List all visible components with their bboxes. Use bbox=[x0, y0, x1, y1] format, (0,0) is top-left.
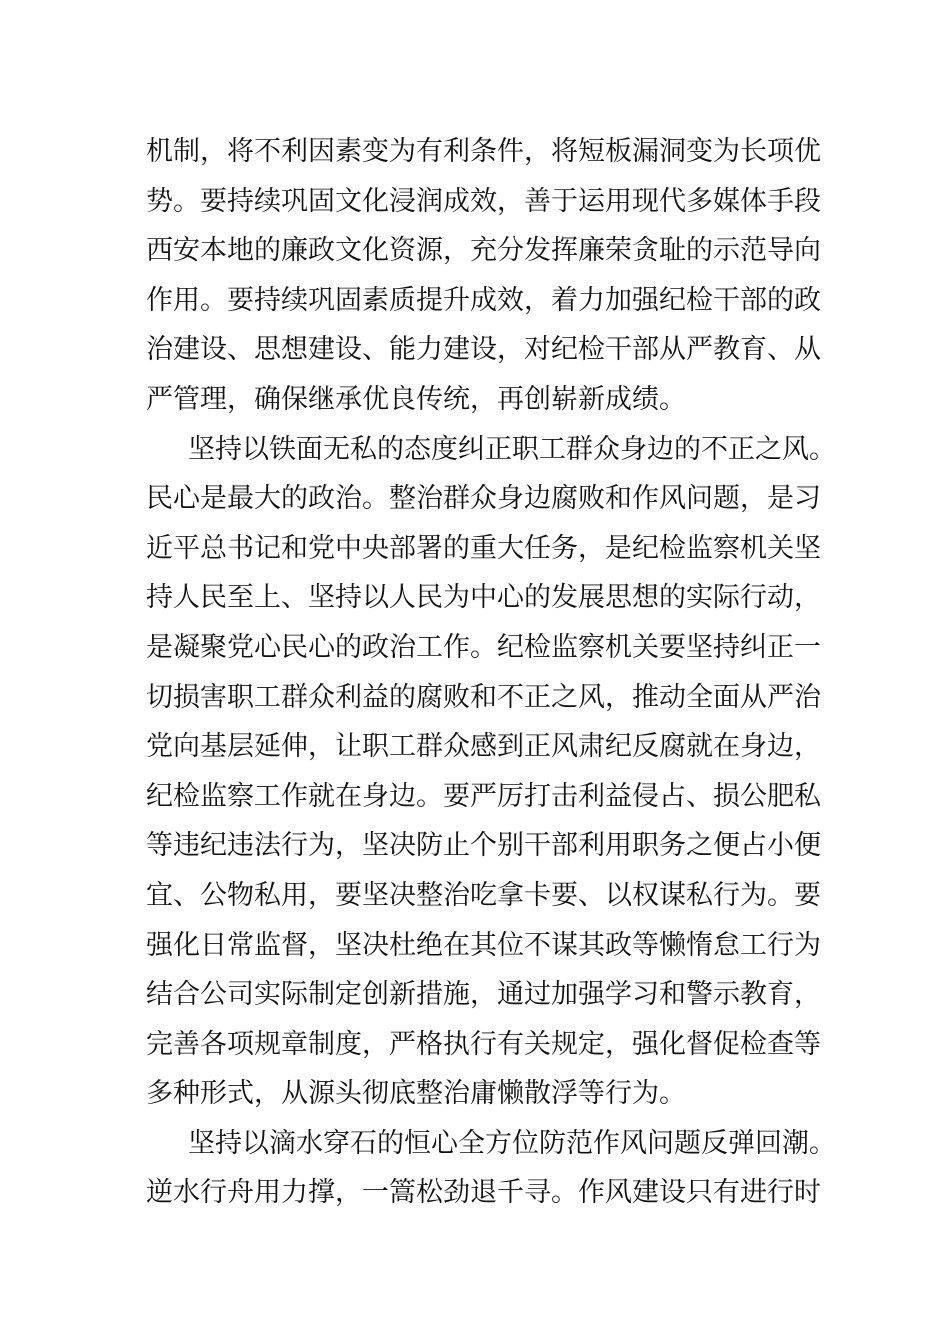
text-line: 是凝聚党心民心的政治工作。纪检监察机关要坚持纠正一 bbox=[146, 631, 821, 663]
text-line: 逆水行舟用力撑，一篙松劲退千寻。作风建设只有进行时 bbox=[146, 1177, 821, 1209]
text-line: 民心是最大的政治。整治群众身边腐败和作风问题，是习 bbox=[146, 483, 821, 515]
paragraph-heading-line: 坚持以铁面无私的态度纠正职工群众身边的不正之风。 bbox=[188, 433, 836, 465]
text-line: 作用。要持续巩固素质提升成效，着力加强纪检干部的政 bbox=[146, 284, 821, 316]
text-line: 党向基层延伸，让职工群众感到正风肃纪反腐就在身边， bbox=[146, 731, 821, 763]
text-line: 等违纪违法行为，坚决防止个别干部利用职务之便占小便 bbox=[146, 830, 821, 862]
text-line: 完善各项规章制度，严格执行有关规定，强化督促检查等 bbox=[146, 1028, 821, 1060]
text-line: 持人民至上、坚持以人民为中心的发展思想的实际行动， bbox=[146, 582, 821, 614]
text-line: 宜、公物私用，要坚决整治吃拿卡要、以权谋私行为。要 bbox=[146, 879, 821, 911]
text-line: 机制，将不利因素变为有利条件，将短板漏洞变为长项优 bbox=[146, 136, 821, 167]
body-text bbox=[146, 127, 836, 1218]
text-line: 强化日常监督，坚决杜绝在其位不谋其政等懒惰怠工行为 bbox=[146, 929, 821, 961]
text-line: 结合公司实际制定创新措施，通过加强学习和警示教育， bbox=[146, 979, 821, 1011]
text-line: 西安本地的廉政文化资源，充分发挥廉荣贪耻的示范导向 bbox=[146, 235, 821, 267]
text-line: 势。要持续巩固文化浸润成效，善于运用现代多媒体手段 bbox=[146, 185, 821, 217]
text-line: 治建设、思想建设、能力建设，对纪检干部从严教育、从 bbox=[146, 334, 821, 366]
text-line: 多种形式，从源头彻底整治庸懒散浮等行为。 bbox=[146, 1078, 686, 1110]
text-line: 切损害职工群众利益的腐败和不正之风，推动全面从严治 bbox=[146, 681, 821, 713]
text-line: 严管理，确保继承优良传统，再创崭新成绩。 bbox=[146, 383, 686, 415]
paragraph-heading-line: 坚持以滴水穿石的恒心全方位防范作风问题反弹回潮。 bbox=[188, 1127, 836, 1159]
text-line: 纪检监察工作就在身边。要严厉打击利益侵占、损公肥私 bbox=[146, 780, 821, 812]
text-line: 近平总书记和党中央部署的重大任务，是纪检监察机关坚 bbox=[146, 532, 821, 564]
